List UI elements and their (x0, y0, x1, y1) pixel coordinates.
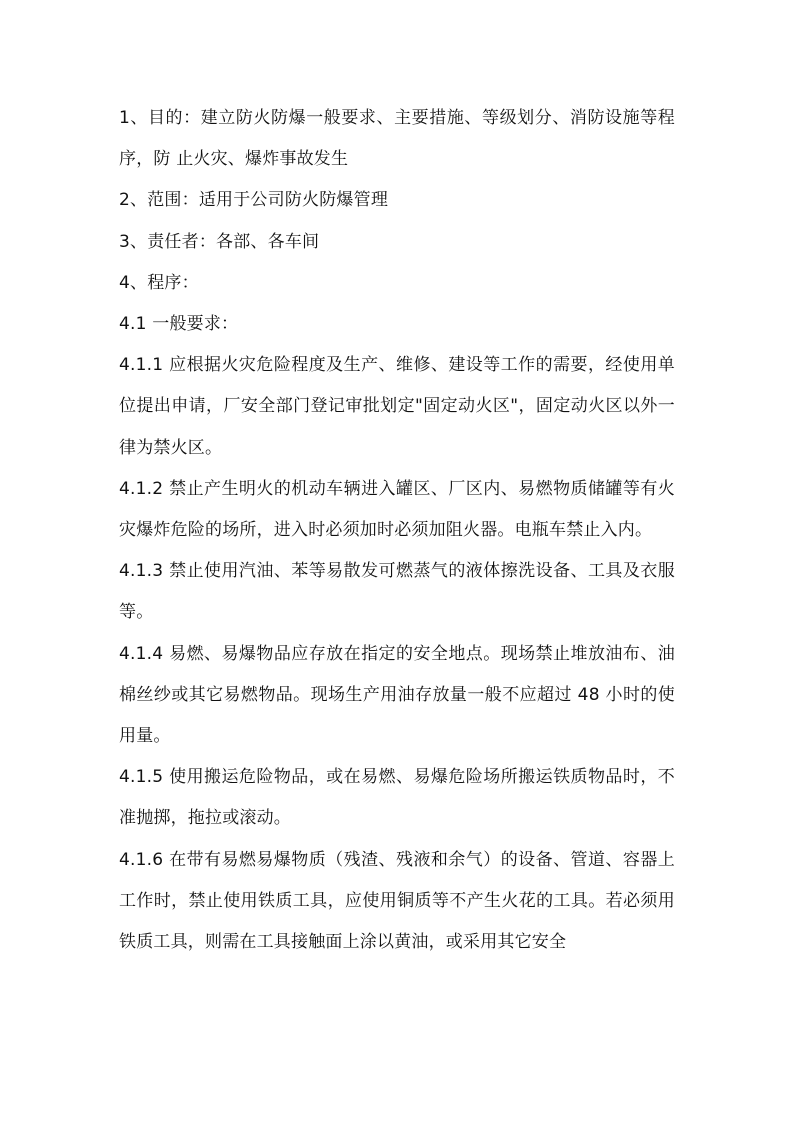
paragraph-4-1-1: 4.1.1 应根据火灾危险程度及生产、维修、建设等工作的需要，经使用单位提出申请，厂安全部门登记审批划定"固定动火区"，固定动火区以外一律为禁火区。 (119, 355, 675, 458)
paragraph-4-1-4: 4.1.4 易燃、易爆物品应存放在指定的安全地点。现场禁止堆放油布、油棉丝纱或其它易燃物品。现场生产用油存放量一般不应超过 48 小时的使用量。 (119, 643, 675, 747)
paragraph-procedure-heading: 4、程序： (119, 272, 199, 293)
document-body (119, 98, 675, 963)
paragraph-4-1-2: 4.1.2 禁止产生明火的机动车辆进入罐区、厂区内、易燃物质储罐等有火灾爆炸危险的场所，进入时必须加时必须加阻火器。电瓶车禁止入内。 (119, 478, 675, 541)
paragraph-4-1-3: 4.1.3 禁止使用汽油、苯等易散发可燃蒸气的液体擦洗设备、工具及衣服等。 (119, 561, 675, 623)
paragraph-scope: 2、范围：适用于公司防火防爆管理 (119, 190, 389, 211)
paragraph-responsible: 3、责任者：各部、各车间 (119, 231, 320, 252)
paragraph-4-1-5: 4.1.5 使用搬运危险物品，或在易燃、易爆危险场所搬运铁质物品时，不准抛掷，拖拉或滚动。 (119, 767, 675, 829)
paragraph-general-requirements: 4.1 一般要求： (119, 314, 239, 335)
paragraph-purpose: 1、目的：建立防火防爆一般要求、主要措施、等级划分、消防设施等程序，防 止火灾、爆炸事故发生 (119, 108, 675, 170)
paragraph-4-1-6: 4.1.6 在带有易燃易爆物质（残渣、残液和余气）的设备、管道、容器上工作时，禁止使用铁质工具，应使用铜质等不产生火花的工具。若必须用铁质工具，则需在工具接触面上涂以黄油，或采用其它安全 (119, 849, 675, 953)
